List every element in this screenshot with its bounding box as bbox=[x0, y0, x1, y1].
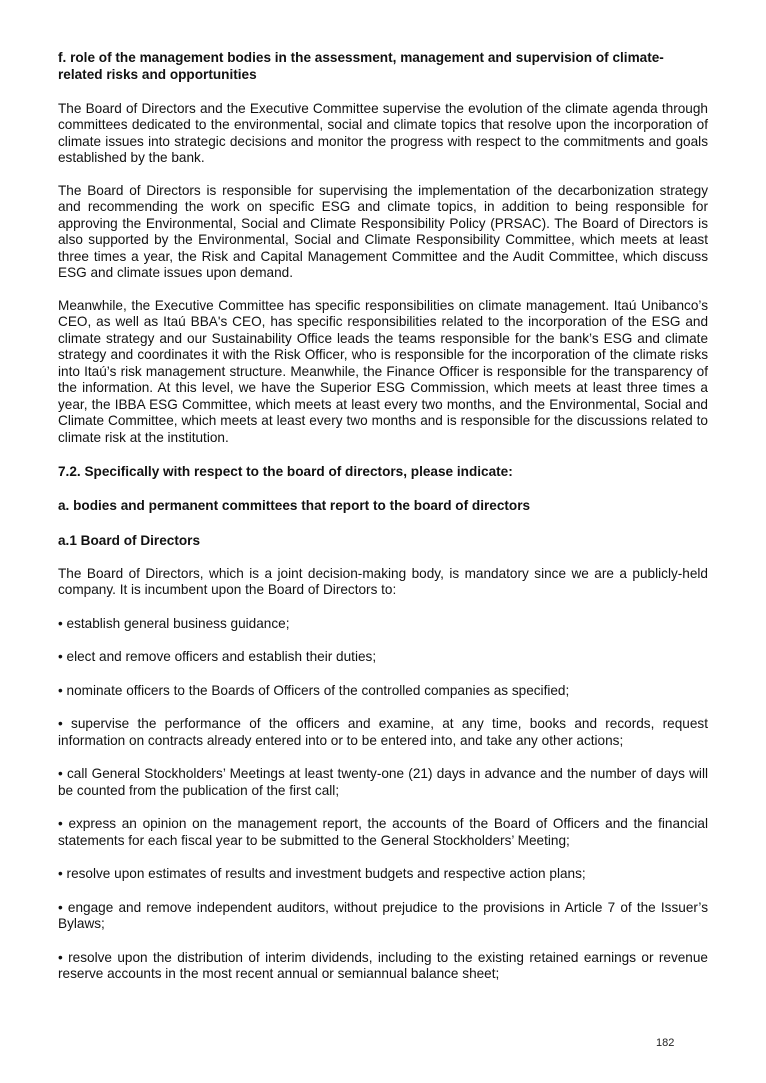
list-item: • engage and remove independent auditors, without prejudice to the provisions in Article 7 of the Issuer’s Bylaws; bbox=[58, 899, 708, 932]
list-item: • elect and remove officers and establish their duties; bbox=[58, 649, 377, 665]
document-page bbox=[58, 49, 708, 983]
section-7-2-heading: 7.2. Specifically with respect to the board of directors, please indicate: bbox=[58, 464, 513, 480]
subsection-a-heading: a. bodies and permanent committees that report to the board of directors bbox=[58, 498, 531, 514]
board-intro-paragraph: The Board of Directors, which is a joint decision-making body, is mandatory since we are a publicly-held company. It is incumbent upon the Board of Directors to: bbox=[58, 565, 708, 598]
list-item: • supervise the performance of the officers and examine, at any time, books and records, request information on contracts already entered into or to be entered into, and take any other actions; bbox=[58, 716, 708, 748]
board-duties-list bbox=[58, 616, 708, 983]
section-f-paragraph-3: Meanwhile, the Executive Committee has specific responsibilities on climate management. Itaú Unibanco’s CEO, as well as Itaú BBA's CEO, has specific responsibilities related to the incorporation of the ESG and climate strategy and our Sustainability Office leads the teams responsible for the bank’s ESG and climate strategy and coordinates it with the Risk Officer, who is responsible for the incorporation of the climate risks into Itaú’s risk management structure. Meanwhile, the Finance Officer is responsible for the transparency of the information. At this level, we have the Superior ESG Commission, which meets at least three times a year, the IBBA ESG Committee, which meets at least every two months, and the Environmental, Social and Climate Committee, which meets at least every two months and is responsible for the discussions related to climate risk at the institution. bbox=[58, 297, 708, 445]
section-f-heading: f. role of the management bodies in the assessment, management and supervision of climate-related risks and opportunities bbox=[58, 50, 664, 83]
list-item: • call General Stockholders’ Meetings at least twenty-one (21) days in advance and the number of days will be counted from the publication of the first call; bbox=[58, 766, 708, 798]
list-item: • resolve upon estimates of results and investment budgets and respective action plans; bbox=[58, 866, 586, 882]
list-item: • establish general business guidance; bbox=[58, 615, 290, 631]
page-number: 182 bbox=[656, 1037, 675, 1049]
section-f-paragraph-2: The Board of Directors is responsible for supervising the implementation of the decarbonization strategy and recommending the work on specific ESG and climate topics, in addition to being responsible for approving the Environmental, Social and Climate Responsibility Policy (PRSAC). The Board of Directors is also supported by the Environmental, Social and Climate Responsibility Committee, which meets at least three times a year, the Risk and Capital Management Committee and the Audit Committee, which discuss ESG and climate issues upon demand. bbox=[58, 182, 708, 281]
section-f-paragraph-1: The Board of Directors and the Executive Committee supervise the evolution of the climate agenda through committees dedicated to the environmental, social and climate topics that resolve upon the incorporation of climate issues into strategic decisions and monitor the progress with respect to the commitments and goals established by the bank. bbox=[58, 100, 708, 166]
list-item: • resolve upon the distribution of interim dividends, including to the existing retained earnings or revenue reserve accounts in the most recent annual or semiannual balance sheet; bbox=[58, 949, 708, 982]
list-item: • express an opinion on the management report, the accounts of the Board of Officers and the financial statements for each fiscal year to be submitted to the General Stockholders’ Meeting; bbox=[58, 816, 708, 848]
subsection-a1-heading: a.1 Board of Directors bbox=[58, 532, 201, 548]
list-item: • nominate officers to the Boards of Officers of the controlled companies as specified; bbox=[58, 682, 570, 698]
